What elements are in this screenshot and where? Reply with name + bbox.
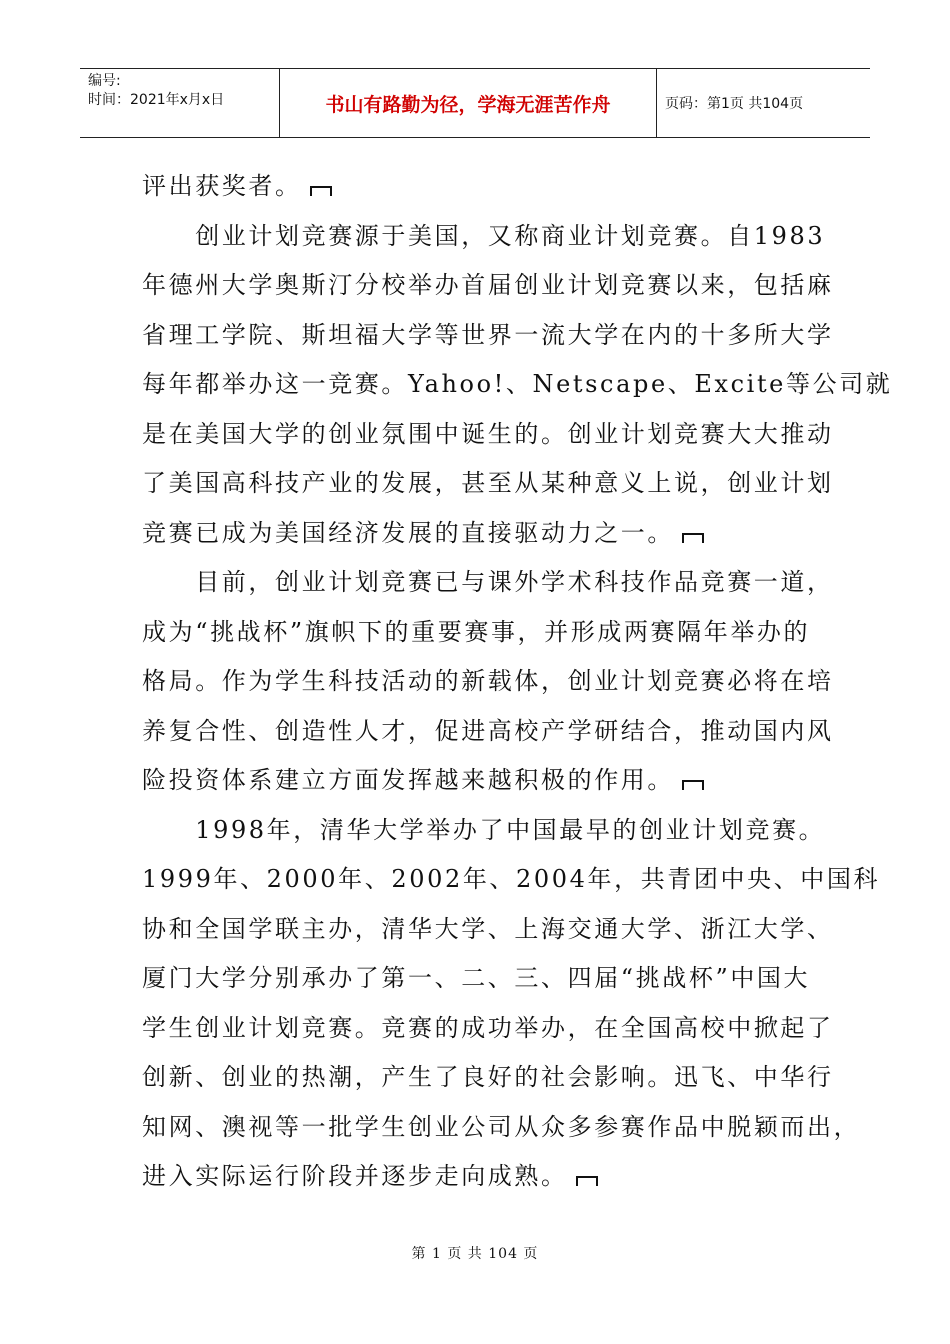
text-line: 目前，创业计划竞赛已与课外学术科技作品竞赛一道， [142, 568, 834, 596]
header-meta [80, 69, 280, 137]
text-line: 厦门大学分别承办了第一、二、三、四届“挑战杯”中国大 [142, 964, 811, 992]
text-line: 格局。作为学生科技活动的新载体，创业计划竞赛必将在培 [142, 667, 834, 695]
paragraph-mark-icon [310, 186, 332, 196]
text-line: 知网、澳视等一批学生创业公司从众多参赛作品中脱颖而出， [142, 1112, 861, 1141]
text-line: 创业计划竞赛源于美国，又称商业计划竞赛。自1983 [142, 221, 826, 250]
text-line: 竞赛已成为美国经济发展的直接驱动力之一。 [142, 509, 814, 559]
page-header [80, 68, 870, 138]
text-line: 养复合性、创造性人才，促进高校产学研结合，推动国内风 [142, 716, 834, 745]
text-line: 评出获奖者。 [142, 162, 814, 212]
paragraph-mark-icon [682, 533, 704, 543]
text-line: 进入实际运行阶段并逐步走向成熟。 [142, 1152, 814, 1202]
text-line: 险投资体系建立方面发挥越来越积极的作用。 [142, 756, 814, 806]
body-text [142, 162, 893, 1202]
number-label: 编号: [88, 73, 121, 89]
text-line: 了美国高科技产业的发展，甚至从某种意义上说，创业计划 [142, 469, 834, 497]
time-label: 时间：2021年x月x日 [88, 92, 225, 108]
paragraph-mark-icon [682, 780, 704, 790]
text-line: 1998年，清华大学举办了中国最早的创业计划竞赛。 [142, 815, 826, 844]
text-line: 年德州大学奥斯汀分校举办首届创业计划竞赛以来，包括麻 [142, 271, 834, 299]
text-line: 省理工学院、斯坦福大学等世界一流大学在内的十多所大学 [142, 320, 834, 349]
text-line: 是在美国大学的创业氛围中诞生的。创业计划竞赛大大推动 [142, 419, 834, 448]
text-line: 1999年、2000年、2002年、2004年，共青团中央、中国科 [142, 865, 881, 893]
text-line: 成为“挑战杯”旗帜下的重要赛事，并形成两赛隔年举办的 [142, 617, 811, 646]
header-page-info: 页码：第1页 共104页 [665, 96, 804, 112]
paragraph-mark-icon [576, 1176, 598, 1186]
text-line: 学生创业计划竞赛。竞赛的成功举办，在全国高校中掀起了 [142, 1013, 834, 1042]
text-line: 创新、创业的热潮，产生了良好的社会影响。迅飞、中华行 [142, 1063, 834, 1091]
header-motto: 书山有路勤为径，学海无涯苦作舟 [280, 69, 657, 137]
page-footer: 第 1 页 共 104 页 [411, 1246, 539, 1262]
text-line: 协和全国学联主办，清华大学、上海交通大学、浙江大学、 [142, 914, 834, 943]
text-line: 每年都举办这一竞赛。Yahoo!、Netscape、Excite等公司就 [142, 370, 893, 398]
